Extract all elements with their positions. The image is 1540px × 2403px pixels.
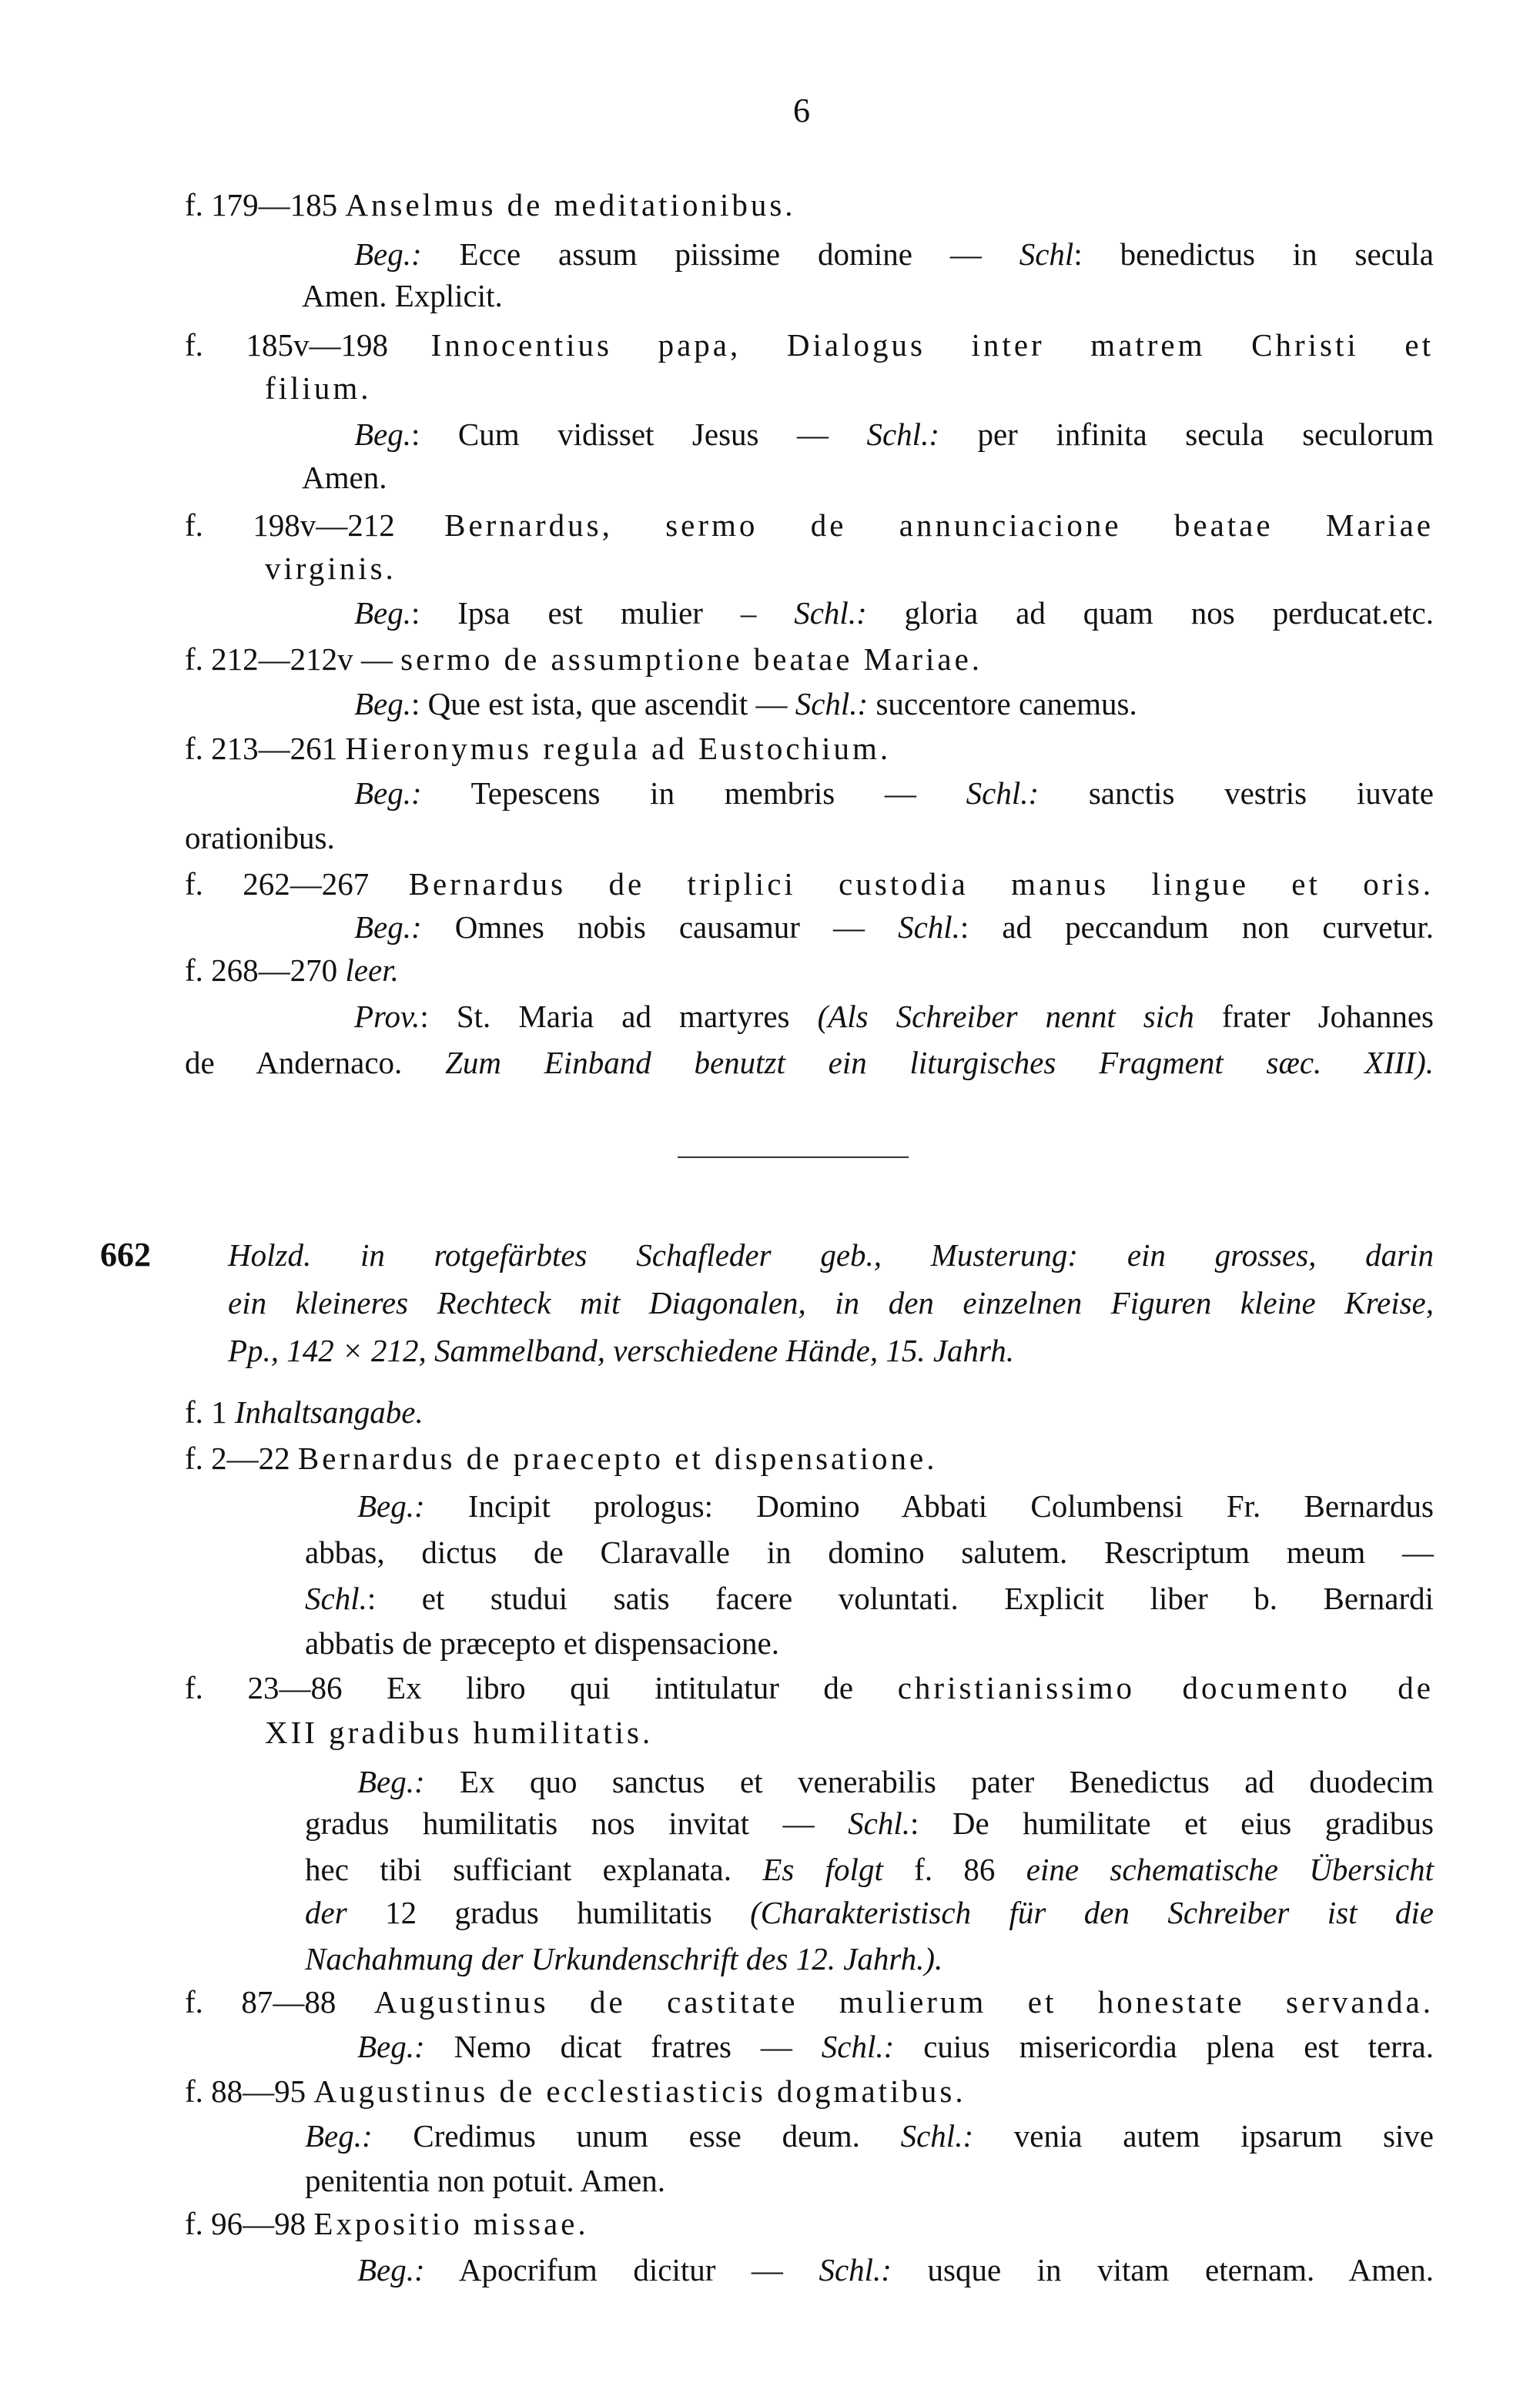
spaced-title-text: christianissimo documento de	[897, 1670, 1435, 1705]
text-line	[305, 2117, 1434, 2155]
italic-text: leer.	[345, 952, 399, 988]
text-segment: hec tibi sufficiant explanata.	[305, 1852, 763, 1887]
text-segment: f. 1	[185, 1394, 235, 1430]
italic-text: Beg.:	[354, 236, 422, 272]
text-line	[305, 1624, 779, 1662]
text-line	[185, 1668, 1434, 1707]
spaced-title-text: Anselmus de meditationibus.	[345, 187, 796, 223]
text-line	[185, 729, 891, 768]
italic-text: (Charakteristisch für den Schreiber ist die	[750, 1895, 1434, 1930]
italic-text: Schl.	[848, 1806, 910, 1841]
italic-text: Beg.	[354, 417, 411, 452]
italic-text: der	[305, 1895, 347, 1930]
italic-text: Prov.	[354, 999, 420, 1034]
italic-text: Es folgt	[762, 1852, 883, 1887]
spaced-title-text: sermo de assumptione beatae Mariae.	[400, 641, 983, 677]
italic-text: Schl.:	[900, 2118, 974, 2154]
text-segment: venia autem ipsarum sive	[973, 2118, 1434, 2154]
italic-text: Zum Einband benutzt ein liturgisches Fragment sæc. XIII).	[445, 1045, 1434, 1080]
text-segment: gloria ad quam nos perducat.etc.	[866, 595, 1434, 631]
spaced-title-text: XII gradibus humilitatis.	[265, 1715, 654, 1750]
text-segment: sanctis vestris iuvate	[1039, 775, 1435, 811]
italic-text: Schl.:	[819, 2252, 892, 2288]
text-line	[305, 1893, 1434, 1932]
text-line	[354, 997, 1434, 1036]
text-line	[302, 276, 503, 315]
italic-text: Nachahmung der Urkundenschrift des 12. Jahrh.).	[305, 1941, 943, 1976]
text-segment: f. 213—261	[185, 731, 346, 766]
text-segment: f. 86	[882, 1852, 1026, 1887]
text-segment: penitentia non potuit. Amen.	[305, 2163, 666, 2198]
entry-number: 662	[100, 1236, 151, 1273]
italic-text: Beg.:	[354, 775, 422, 811]
text-segment: per infinita secula seculorum	[939, 417, 1434, 452]
italic-text: Schl.:	[794, 595, 867, 631]
text-line	[354, 684, 1137, 723]
italic-text: Holzd. in rotgefärbtes Schafleder geb., Musterung: ein grosses, darin	[228, 1237, 1434, 1273]
italic-text: Schl.:	[795, 686, 869, 721]
text-segment: gradus humilitatis nos invitat —	[305, 1806, 849, 1841]
italic-text: Beg.	[354, 595, 411, 631]
text-line	[185, 818, 335, 857]
italic-text: (Als Schreiber nennt sich	[817, 999, 1194, 1034]
text-line	[265, 1713, 653, 1752]
text-line	[185, 865, 1434, 903]
text-segment: f. 96—98	[185, 2206, 314, 2241]
text-segment: f. 198v—212	[185, 507, 445, 543]
text-line	[185, 640, 983, 678]
italic-text: Beg.:	[357, 2029, 425, 2064]
spaced-title-text: Innocentius papa, Dialogus inter matrem Christi et	[430, 327, 1434, 363]
text-line	[305, 1579, 1434, 1618]
text-segment: 12 gradus humilitatis	[346, 1895, 751, 1930]
text-segment: f. 88—95	[185, 2073, 314, 2109]
text-line	[185, 326, 1434, 364]
section-divider	[678, 1156, 909, 1158]
text-line	[354, 235, 1434, 273]
text-segment: f. 23—86 Ex libro qui intitulatur de	[185, 1670, 898, 1705]
italic-text: Schl.:	[966, 775, 1040, 811]
italic-text: Schl	[1019, 236, 1074, 272]
text-segment: cuius misericordia plena est terra.	[894, 2029, 1434, 2064]
text-segment: de Andernaco.	[185, 1045, 446, 1080]
text-line	[305, 1850, 1434, 1889]
text-segment: usque in vitam eternam. Amen.	[891, 2252, 1434, 2288]
text-line	[354, 594, 1434, 632]
text-segment: : De humilitate et eius gradibus	[910, 1806, 1434, 1841]
text-line	[357, 2251, 1434, 2289]
spaced-title-text: Hieronymus regula ad Eustochium.	[345, 731, 892, 766]
text-segment: orationibus.	[185, 820, 335, 855]
italic-text: Beg.:	[357, 1488, 425, 1524]
text-segment: f. 87—88	[185, 1984, 374, 2020]
text-segment: Ecce assum piissime domine —	[421, 236, 1019, 272]
italic-text: Beg.:	[354, 909, 422, 945]
italic-text: Beg.	[354, 686, 411, 721]
italic-text: Beg.:	[357, 1764, 425, 1799]
text-segment: Nemo dicat fratres —	[424, 2029, 822, 2064]
text-segment: : benedictus in secula	[1073, 236, 1434, 272]
text-segment: Credimus unum esse deum.	[372, 2118, 901, 2154]
text-line	[228, 1236, 1434, 1274]
text-segment: abbatis de præcepto et dispensacione.	[305, 1625, 779, 1661]
text-segment: f. 2—22	[185, 1441, 298, 1476]
text-line	[302, 458, 387, 497]
text-segment: : Cum vidisset Jesus —	[411, 417, 867, 452]
text-line	[228, 1283, 1434, 1322]
spaced-title-text: virginis.	[265, 551, 397, 586]
spaced-title-text: Bernardus, sermo de annunciacione beatae Mariae	[444, 507, 1434, 543]
italic-text: eine schematische Übersicht	[1026, 1852, 1435, 1887]
text-line	[357, 2027, 1434, 2066]
italic-text: ein kleineres Rechteck mit Diagonalen, in den einzelnen Figuren kleine Kreise,	[228, 1285, 1434, 1320]
text-segment: f. 262—267	[185, 866, 409, 902]
italic-text: Schl.:	[821, 2029, 895, 2064]
text-segment: Amen.	[302, 460, 387, 495]
text-line	[305, 1939, 942, 1978]
text-segment: Incipit prologus: Domino Abbati Columbensi Fr. Bernardus	[424, 1488, 1434, 1524]
spaced-title-text: Augustinus de castitate mulierum et honestate servanda.	[373, 1984, 1434, 2020]
text-segment: succentore canemus.	[868, 686, 1137, 721]
text-line	[185, 2072, 966, 2110]
text-segment: Tepescens in membris —	[421, 775, 966, 811]
text-segment: abbas, dictus de Claravalle in domino salutem. Rescriptum meum —	[305, 1535, 1434, 1570]
text-line	[354, 908, 1434, 946]
text-segment: : ad peccandum non curvetur.	[959, 909, 1435, 945]
text-line	[185, 1043, 1434, 1082]
text-line	[185, 951, 399, 989]
italic-text: Inhaltsangabe.	[234, 1394, 424, 1430]
text-line	[185, 506, 1434, 544]
italic-text: Pp., 142 × 212, Sammelband, verschiedene Hände, 15. Jahrh.	[228, 1333, 1014, 1368]
text-line	[305, 2161, 665, 2200]
spaced-title-text: Bernardus de triplici custodia manus lingue et oris.	[408, 866, 1434, 902]
text-segment: f. 268—270	[185, 952, 346, 988]
text-line	[185, 2204, 589, 2243]
text-segment: Apocrifum dicitur —	[424, 2252, 819, 2288]
text-line	[185, 1393, 424, 1431]
text-line	[185, 186, 796, 224]
page-number: 6	[793, 92, 810, 129]
text-segment: Omnes nobis causamur —	[421, 909, 899, 945]
text-segment: : Ipsa est mulier –	[411, 595, 795, 631]
text-segment: : St. Maria ad martyres	[420, 999, 818, 1034]
text-segment: f. 179—185	[185, 187, 346, 223]
text-segment: : Que est ista, que ascendit —	[411, 686, 795, 721]
italic-text: Beg.:	[357, 2252, 425, 2288]
text-line	[357, 1487, 1434, 1525]
text-segment: : et studui satis facere voluntati. Explicit liber b. Bernardi	[367, 1581, 1434, 1616]
text-line	[185, 1983, 1434, 2021]
text-line	[354, 415, 1434, 453]
text-line	[354, 774, 1434, 812]
italic-text: Schl.:	[866, 417, 939, 452]
text-line	[185, 1439, 937, 1478]
text-segment: Ex quo sanctus et venerabilis pater Benedictus ad duodecim	[424, 1764, 1434, 1799]
text-line	[265, 549, 397, 587]
text-line	[265, 369, 371, 407]
text-line	[305, 1533, 1434, 1571]
italic-text: Schl.	[898, 909, 960, 945]
text-segment: f. 212—212v —	[185, 641, 401, 677]
spaced-title-text: Augustinus de ecclestiasticis dogmatibus.	[313, 2073, 966, 2109]
italic-text: Beg.:	[305, 2118, 373, 2154]
text-line	[305, 1804, 1434, 1842]
text-line	[228, 1331, 1014, 1370]
text-segment: Amen. Explicit.	[302, 278, 503, 313]
spaced-title-text: Bernardus de praecepto et dispensatione.	[297, 1441, 938, 1476]
spaced-title-text: filium.	[265, 370, 372, 406]
text-segment: f. 185v—198	[185, 327, 431, 363]
text-segment: frater Johannes	[1194, 999, 1435, 1034]
spaced-title-text: Expositio missae.	[313, 2206, 589, 2241]
text-line	[357, 1762, 1434, 1801]
italic-text: Schl.	[305, 1581, 367, 1616]
